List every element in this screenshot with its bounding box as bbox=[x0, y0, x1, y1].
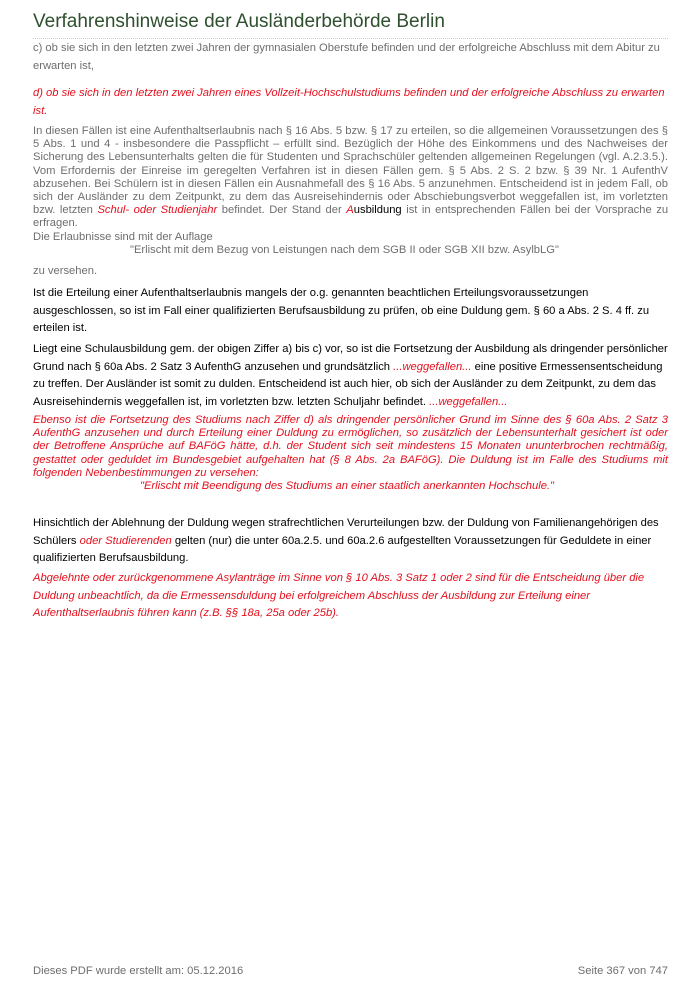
paragraph-ablehnung-red: oder Studierenden bbox=[79, 534, 172, 547]
paragraph-cases-text-5: Die Erlaubnisse sind mit der Auflage bbox=[33, 230, 213, 243]
paragraph-cases-red-2: A bbox=[346, 204, 354, 217]
paragraph-studium: Ebenso ist die Fortsetzung des Studiums nach Ziffer d) als dringender persönlicher Grund im Sinne des § 60a Abs. 2 Satz 3 AufenthG anzusehen und durch Erteilung einer Duldung zu ermöglichen, so zusätzlich der Lebensunterhalt gesichert ist oder der Betroffene Ansprüche auf BAFöG hätte, d.h. der Student sich seit mindestens 15 Monaten ununterbrochen rechtmäßig, gestattet oder geduldet im Bundesgebiet aufgehalten hat (§ 8 Abs. 2a BAFöG). Die Duldung ist im Falle des Studiums mit folgenden Nebenbestimmungen zu versehen: bbox=[33, 414, 668, 479]
paragraph-asyl: Abgelehnte oder zurückgenommene Asylanträge im Sinne von § 10 Abs. 3 Satz 1 oder 2 sind für die Entscheidung über die Duldung unbeachtlich, da die Ermessensduldung bei erfolgreichem Abschluss der Ausbildung zur Erteilung einer Aufenthaltserlaubnis führen kann (z.B. §§ 18a, 25a oder 25b). bbox=[33, 572, 645, 619]
paragraph-cases bbox=[33, 125, 668, 244]
paragraph-d: d) ob sie sich in den letzten zwei Jahren eines Vollzeit-Hochschulstudiums befinden und der erfolgreiche Abschluss zu erwarten ist. bbox=[33, 87, 665, 117]
footer-created-date: Dieses PDF wurde erstellt am: 05.12.2016 bbox=[33, 965, 244, 977]
paragraph-ablehnung-text-2: gelten (nur) die unter 60a.2.5. und 60a.2.6 aufgestellten Voraussetzungen für Geduldete in einer qualifizierten Berufsausbildung. bbox=[33, 534, 652, 564]
paragraph-schul-text-2: eine positive Ermessensentscheidung zu treffen. Der Ausländer ist somit zu dulden. Entscheidend ist auch hier, ob sich der Ausländer zu dem Zeitpunkt, zu dem das Ausreisehindernis weggefallen ist, im vorletzten bzw. letzten Schuljahr befindet. bbox=[33, 360, 663, 408]
page-title: Verfahrenshinweise der Ausländerbehörde Berlin bbox=[33, 8, 668, 39]
paragraph-schul-red-2: ...weggefallen... bbox=[429, 395, 508, 408]
paragraph-c: c) ob sie sich in den letzten zwei Jahren der gymnasialen Oberstufe befinden und der erfolgreiche Abschluss mit dem Abitur zu erwarten ist, bbox=[33, 42, 660, 72]
paragraph-cases-text-3: usbildung bbox=[353, 204, 402, 217]
paragraph-cases-red-1: Schul- oder Studienjahr bbox=[97, 204, 218, 217]
paragraph-cases-text-1: In diesen Fällen ist eine Aufenthaltserlaubnis nach § 16 Abs. 5 bzw. § 17 zu erteilen, so die allgemeinen Voraussetzungen des § 5 Abs. 1 und 4 - insbesondere die Passpflicht – erfüllt sind. Bezüglich der Höhe des Einkommens und des Nachweises der Sicherung des Lebensunterhalts gelten die für Studenten und Sprachschüler geltenden allgemeinen Regelungen (vgl. A.2.3.5.). Vom Erfordernis der Einreise im geregelten Verfahren ist in diesen Fällen gem. § 5 Abs. 2 S. 2 bzw. § 39 Nr. 1 AufenthV abzusehen. Bei Schülern ist in diesen Fällen ein Ausnahmefall des § 16 Abs. 5 anzunehmen. Entscheidend ist in jedem Fall, ob sich der Ausländer zu dem Zeitpunkt, zu dem das Ausreisehindernis oder Abschiebungsverbot weggefallen ist, im vorletzten bzw. letzten bbox=[33, 125, 668, 217]
paragraph-schul-red-1: ...weggefallen... bbox=[393, 360, 472, 373]
paragraph-ablehnung bbox=[33, 515, 668, 568]
quote-studium: "Erlischt mit Beendigung des Studiums an einer staatlich anerkannten Hochschule." bbox=[140, 480, 555, 492]
paragraph-schulausbildung bbox=[33, 341, 668, 411]
paragraph-berufsausbildung: Ist die Erteilung einer Aufenthaltserlaubnis mangels der o.g. genannten beachtlichen Erteilungsvoraussetzungen ausgeschlossen, so ist im Fall einer qualifizierten Berufsausbildung zu prüfen, ob eine Duldung gem. § 60 a Abs. 2 S. 4 ff. zu erteilen ist. bbox=[33, 287, 650, 334]
paragraph-ablehnung-text-1: Hinsichtlich der Ablehnung der Duldung wegen strafrechtlichen Verurteilungen bzw. der Duldung von Familienangehörigen des Schülers bbox=[33, 517, 659, 547]
quote-auflage: "Erlischt mit dem Bezug von Leistungen nach dem SGB II oder SGB XII bzw. AsylbLG" bbox=[130, 244, 559, 256]
paragraph-cases-text-2: befindet. Der Stand der bbox=[221, 204, 342, 217]
footer-page-number: Seite 367 von 747 bbox=[577, 965, 668, 977]
paragraph-versehen: zu versehen. bbox=[33, 265, 98, 277]
paragraph-schul-text-1: Liegt eine Schulausbildung gem. der obigen Ziffer a) bis c) vor, so ist die Fortsetzung der Ausbildung als dringender persönlicher Grund nach § 60a Abs. 2 Satz 3 AufenthG anzusehen und grundsätzlich bbox=[33, 343, 668, 373]
paragraph-cases-text-4: ist in entsprechenden Fällen bei der Vorsprache zu erfragen. bbox=[33, 204, 669, 230]
